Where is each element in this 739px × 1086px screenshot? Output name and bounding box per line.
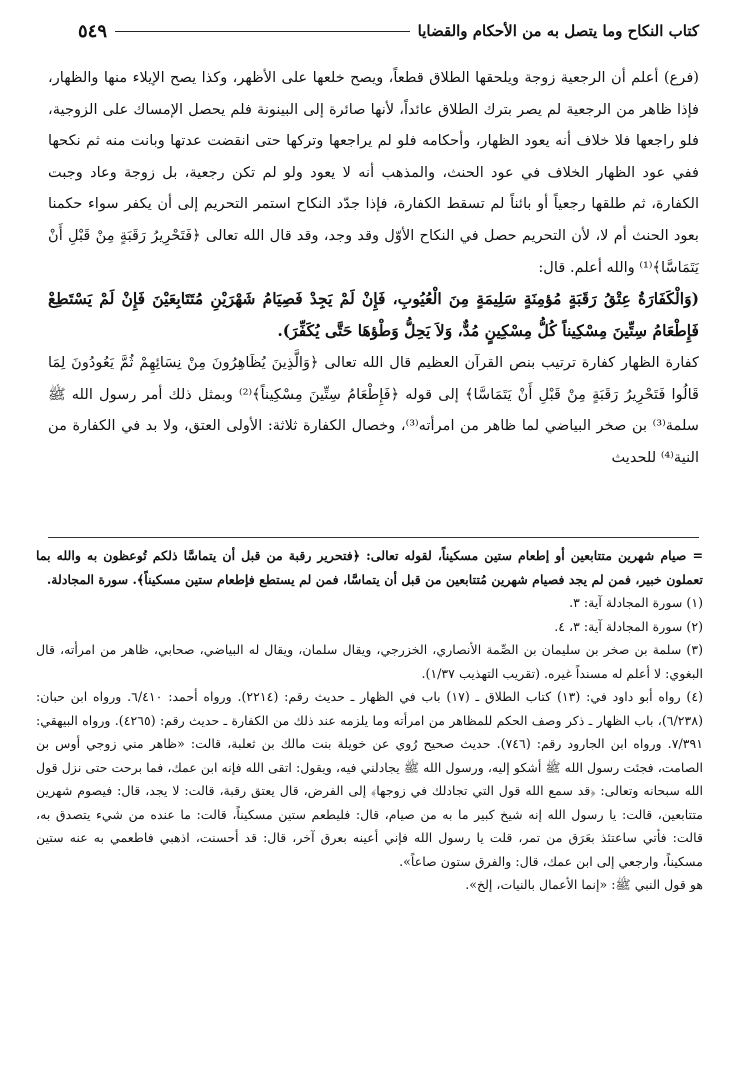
footnote-separator bbox=[48, 537, 699, 538]
footnote-5: هو قول النبي ﷺ: «إنما الأعمال بالنيات، إلخ». bbox=[465, 877, 703, 892]
matn-text: (وَالْكَفَارَةُ عِتْقُ رَقَبَةٍ مُؤمِنَةٍ سَلِيمَةٍ مِنَ الْعُيُوبِ، فَإِنْ لَمْ يَجِدْ فَصِيَامُ شَهْرَيْنِ مُتَتَابِعَيْنَ فَإِنْ لَمْ يَسْتَطِعْ فَإِطْعَامُ سِتِّينَ مِسْكِيناً كُلُّ مِسْكِينٍ مُدٌّ، وَلاَ يَحِلُّ وَطْؤهَا حَتَّى يُكَفِّرَ). bbox=[48, 289, 699, 341]
page-number: ٥٤٩ bbox=[78, 20, 108, 42]
header-rule bbox=[115, 31, 410, 32]
paragraph-far: (فرع) أعلم أن الرجعية زوجة ويلحقها الطلاق قطعاً، ويصح خلعها على الأظهر، وكذا يصح الإيلاء منها والظهار، فإذا ظاهر من الرجعية لم يصر بترك الطلاق عائداً، لأنها صائرة إلى البينونة فلم يحصل الإمساك على الزوجية، فلو راجعها فلا خلاف أنه يعود الظهار، وأحكامه فلو لم يراجعها وتركها حتى انقضت عدتها وبانت منه ثم نكحها ففي عود الظهار الخلاف في عود الحنث، والمذهب أنه لا يعود ولو لم تكن رجعية، بل زوجة وعاد وجبت الكفارة، ثم طلقها رجعياً أو بائناً لم تسقط الكفارة، فإذا جدّد النكاح استمر التحريم إلى أن يكفر سواء حكمنا بعود الحنث أم لا، لأن التحريم حصل في النكاح الأوّل وقد وجد، وقد قال الله تعالى ﴿فَتَحْرِيرُ رَقَبَةٍ مِنْ قَبْلِ أَنْ يَتَمَاسَّا﴾⁽¹⁾ والله أعلم. قال: bbox=[48, 69, 699, 276]
footnote-3: (٣) سلمة بن صخر بن سليمان بن الصِّمة الأنصاري، الخزرجي، ويقال سلمان، ويقال له البياضي، صحابي، ظاهر من امرأته، قال البغوي: لا أعلم له مسنداً غيره. (تقريب التهذيب ١/٣٧). bbox=[36, 642, 703, 681]
footnote-1: (١) سورة المجادلة آية: ٣. bbox=[569, 595, 703, 610]
paragraph-kaffara: كفارة الظهار كفارة ترتيب بنص القرآن العظيم قال الله تعالى ﴿وَالَّذِينَ يُظَاهِرُونَ مِنْ نِسَائِهِمْ ثُمَّ يَعُودُونَ لِمَا قَالُوا فَتَحْرِيرُ رَقَبَةٍ مِنْ قَبْلِ أَنْ يَتَمَاسَّا﴾ إلى قوله ﴿فَإِطْعَامُ سِتِّينَ مِسْكِيناً﴾⁽²⁾ وبمثل ذلك أمر رسول الله ﷺ سلمة⁽³⁾ بن صخر البياضي لما ظاهر من امرأته⁽³⁾، وخصال الكفارة ثلاثة: الأولى العتق، ولا بد في الكفارة من النية⁽⁴⁾ للحديث bbox=[48, 354, 700, 466]
running-title: كتاب النكاح وما يتصل به من الأحكام والقضايا bbox=[417, 22, 699, 40]
main-text bbox=[48, 62, 699, 474]
footnote-2: (٢) سورة المجادلة آية: ٣، ٤. bbox=[554, 618, 703, 634]
footnotes bbox=[36, 544, 703, 897]
footnote-4: (٤) رواه أبو داود في: (١٣) كتاب الطلاق ـ (١٧) باب في الظهار ـ حديث رقم: (٢٢١٤). ورواه أحمد: ٦/٤١٠. ورواه ابن حبان: (٦/٢٣٨)، باب الظهار ـ ذكر وصف الحكم للمظاهر من امرأته وما يلزمه عند ذلك من الكفارة ـ حديث رقم: (٤٢٦٥). ورواه البيهقي: ٧/٣٩١. ورواه ابن الجارود رقم: (٧٤٦). حديث صحيح رُوي عن خويلة بنت مالك بن ثعلبة، قالت: «ظاهر مني زوجي أوس بن الصامت، فجئت رسول الله ﷺ أشكو إليه، ورسول الله ﷺ يجادلني فيه، ويقول: اتقى الله فإنه ابن عمك، فما برحت حتى نزل قول الله سبحانه وتعالى: ﴿قد سمع الله قول التي تجادلك في زوجها﴾ إلى الفرض، قال يعتق رقبة، قالت: لا يجد، قال: فيصوم شهرين متتابعين، قالت: يا رسول الله إنه شيخ كبير ما به من صيام، قال: فليطعم ستين مسكيناً، قالت: ما عنده من شيء يتصدق به، قالت: فأتي ساعتئذ بعَرَق من تمر، قلت يا رسول الله فإني أعينه بعرق آخر، قال: قد أحسنت، اذهبي فاطعمي به عنه ستين مسكيناً، وارجعي إلى ابن عمك، قال: والفرق ستون صاعاً». bbox=[36, 689, 704, 869]
footnote-continuation: = صيام شهرين متتابعين أو إطعام ستين مسكيناً، لقوله تعالى: ﴿فتحرير رقبة من قبل أن يتماسَّا ذلكم تُوعظون به والله بما تعملون خبير، فمن لم يجد فصيام شهرين مُتتابعين من قبل أن يتماسَّا، فمن لم يستطع فإطعام ستين مسكيناً﴾. سورة المجادلة. bbox=[36, 548, 703, 587]
running-header bbox=[78, 16, 699, 46]
